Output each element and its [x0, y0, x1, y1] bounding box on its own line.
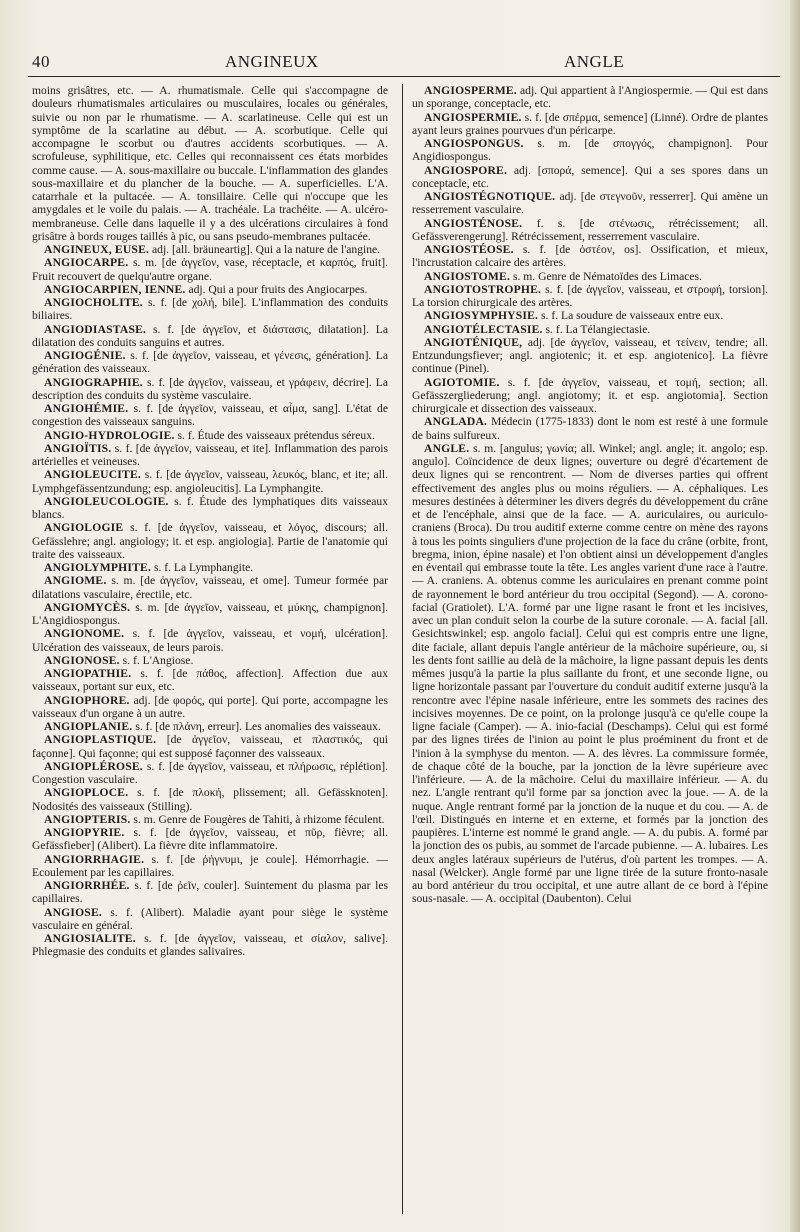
column-divider — [402, 84, 403, 1214]
dictionary-entry — [32, 853, 388, 880]
entry-definition: adj. [de στεγνοῦν, resserrer]. Qui amène un resserrement vasculaire. — [412, 190, 768, 217]
dictionary-entry — [412, 415, 768, 442]
dictionary-entry — [32, 813, 388, 826]
entry-definition: s. f. [de ἀγγεῖον, vaisseau, et αἷμα, sang]. L'état de congestion des vaisseaux sanguins. — [32, 402, 389, 429]
dictionary-entry — [412, 283, 768, 310]
entry-definition: s. f. La Télangiectasie. — [545, 322, 651, 336]
entry-definition: adj. Qui appartient à l'Angiospermie. — Qui est dans un sporange, conceptacle, etc. — [412, 84, 768, 111]
entry-headword: ANGIOTOSTROPHE. — [424, 282, 542, 296]
entry-headword: ANGIONOME. — [44, 627, 125, 641]
entry-definition: s. f. Étude des vaisseaux prétendus séreux. — [177, 428, 375, 442]
entry-definition: s. f. [de ῥήγνυμι, je coule]. Hémorrhagie. — Ecoulement par les capillaires. — [32, 852, 388, 879]
dictionary-entry — [32, 323, 388, 350]
entry-headword: ANGIOSIALITE. — [44, 932, 136, 945]
entry-headword: ANGIOSPORE. — [424, 163, 508, 177]
entry-definition: s. f. [de ἀγγεῖον, et διάστασις, dilatation]. La dilatation des conduits sanguins et autres. — [32, 322, 388, 349]
dictionary-entry — [32, 402, 388, 429]
entry-definition: s. f. [de ῥεῖν, couler]. Suintement du plasma par les capillaires. — [32, 879, 388, 906]
entry-headword: ANGIOPLÉROSE. — [44, 759, 143, 773]
dictionary-entry — [32, 654, 388, 667]
dictionary-entry — [412, 84, 768, 111]
entry-definition: Médecin (1775-1833) dont le nom est resté à une formule de bains sulfureux. — [412, 415, 769, 442]
entry-definition: s. f. Étude des lymphatiques dits vaisseaux blancs. — [32, 494, 388, 521]
entry-definition: s. f. [de ἀγγεῖον, vaisseau, et πλήρωσις, réplétion]. Congestion vasculaire. — [32, 759, 388, 786]
dictionary-entry — [32, 906, 388, 933]
dictionary-entry — [32, 429, 388, 442]
dictionary-entry — [32, 574, 388, 601]
entry-headword: ANGINEUX, EUSE. — [44, 243, 150, 256]
entry-headword: ANGIOÏTIS. — [44, 441, 112, 455]
dictionary-entry — [32, 349, 388, 376]
entry-headword: ANGLE. — [424, 441, 470, 455]
dictionary-entry — [32, 786, 388, 813]
dictionary-entry — [32, 495, 388, 522]
dictionary-entry — [32, 627, 388, 654]
dictionary-entry — [412, 190, 768, 217]
entry-definition: adj. Qui a pour fruits des Angiocarpes. — [188, 282, 368, 296]
entry-headword: ANGIOSE. — [44, 905, 102, 919]
entry-definition: s. f. [de πλοκή, plissement; all. Gefässknoten]. Nodosités des vaisseaux (Stilling). — [32, 786, 388, 813]
running-header — [0, 52, 800, 78]
header-rule — [28, 76, 780, 77]
dictionary-entry — [32, 932, 388, 959]
entry-headword: ANGIOLEUCOLOGIE. — [44, 494, 169, 508]
dictionary-entry — [32, 243, 388, 256]
entry-definition: s. f. [de σπέρμα, semence] (Linné). Ordre de plantes ayant leurs graines pourvues d'un péricarpe. — [412, 110, 769, 137]
entry-definition: s. f. [de ἀγγεῖον, vaisseau, λευκός, blanc, et ite; all. Lymphgefässentzundung; esp. angioleucitis]. La Lymphangite. — [32, 468, 388, 495]
dictionary-entry — [32, 561, 388, 574]
entry-headword: ANGIOMYCÈS. — [44, 600, 131, 614]
dictionary-entry — [412, 243, 768, 270]
entry-definition: moins grisâtres, etc. — A. rhumatismale. Celle qui s'accompagne de douleurs rhumatismales articulaires ou musculaires, locales ou générales, suivie ou non par le rhumatisme. — A. scarlatineuse. Celle qui est un symptôme de la scarlatine au début. — A. scorbutique. Celle qui accompagne le scorbut ou d'autres accidents scorbutiques. — A. scrofuleuse, syphilitique, etc. Celles qui reconnaissent ces états morbides comme cause. — A. sous-maxillaire ou buccale. L'inflammation des glandes sous-maxillaire et du plancher de la bouche. — A. superficielles. L'A. catarrhale et la pultacée. — A. tonsillaire. Celle qui n'occupe que les amygdales et le voile du palais. — A. trachéale. La trachéite. — A. ulcéro-membraneuse. Celle dans laquelle il y a des ulcérations circulaires à fond grisâtre à bords rouges taillés à pic, ou sans pseudo-membranes pultacée. — [32, 84, 388, 243]
entry-headword: ANGIOCARPIEN, IENNE. — [44, 282, 186, 296]
entry-definition: s. f. [de ἀγγεῖον, vaisseau, et πῦρ, fièvre; all. Gefässfieber] (Alibert). La fièvre dite inflammatoire. — [32, 826, 388, 853]
dictionary-entry — [32, 521, 388, 561]
entry-definition: adj. [de φορός, qui porte]. Qui porte, accompagne les vaisseaux d'un organe à un autre. — [32, 693, 389, 720]
entry-definition: s. m. Genre de Nématoïdes des Limaces. — [512, 269, 702, 283]
entry-headword: ANGIOPTERIS. — [44, 812, 131, 826]
entry-headword: AGIOTOMIE. — [424, 375, 500, 389]
entry-headword: ANGIOLEUCITE. — [44, 468, 141, 482]
entry-headword: ANGIOTÉNIQUE, — [424, 335, 523, 349]
entry-definition: s. f. La soudure de vaisseaux entre eux. — [541, 309, 724, 323]
entry-headword: ANGIOLOGIE — [44, 521, 124, 535]
dictionary-entry — [412, 309, 768, 322]
entry-definition: s. f. [de ἀγγεῖον, vaisseau, et γράφειν, décrire]. La description des conduits du système vasculaire. — [32, 375, 388, 402]
entry-definition: s. f. [de πλάνη, erreur]. Les anomalies des vaisseaux. — [135, 720, 381, 733]
entry-headword: ANGIOGÉNIE. — [44, 349, 126, 362]
entry-headword: ANGIONOSE. — [44, 653, 120, 667]
entry-definition: s. f. [de ἀγγεῖον, vaisseau, et σίαλον, salive]. Phlegmasie des conduits et glandes salivaires. — [32, 932, 389, 959]
entry-definition: s. f. [de ἀγγεῖον, vaisseau, et νομή, ulcération]. Ulcération des vaisseaux, de leurs parois. — [32, 627, 388, 654]
entry-definition: s. m. [de ἀγγεῖον, vaisseau, et μύκης, champignon]. L'Angidiospongus. — [32, 600, 388, 627]
entry-headword: ANGIO-HYDROLOGIE. — [44, 428, 175, 442]
entry-headword: ANGIOSTOME. — [424, 269, 511, 283]
entry-headword: ANGIOSPERMIE. — [424, 110, 522, 124]
entry-definition: adj. [de ἀγγεῖον, vaisseau, et τείνειν, tendre; all. Entzundungsfiever; angl. angiotenic; it. et esp. angiotenico]. La fièvre continue (Pinel). — [412, 335, 768, 376]
entry-headword: ANGIORRHÉE. — [44, 879, 130, 892]
entry-headword: ANGIOSPERME. — [424, 84, 517, 97]
entry-headword: ANGIOPATHIE. — [44, 667, 132, 680]
page-edge — [790, 0, 800, 1232]
dictionary-entry — [32, 283, 388, 296]
entry-definition: s. m. [de ἀγγεῖον, vaisseau, et ome]. Tumeur formée par dilatations vasculaire, érectile, etc. — [32, 574, 388, 601]
entry-headword: ANGLADA. — [424, 415, 488, 429]
right-running-head: ANGLE — [564, 52, 625, 71]
dictionary-entry — [32, 296, 388, 323]
entry-headword: ANGIOCHOLITE. — [44, 296, 143, 309]
dictionary-entry — [32, 879, 388, 906]
entry-headword: ANGIOPLANIE. — [44, 720, 133, 733]
dictionary-entry — [412, 323, 768, 336]
dictionary-entry — [32, 826, 388, 853]
entry-definition: s. m. Genre de Fougères de Tahiti, à rhizome féculent. — [133, 812, 385, 826]
page-number: 40 — [32, 52, 50, 71]
entry-definition: s. f. La Lymphangite. — [153, 561, 254, 574]
dictionary-entry — [412, 442, 768, 906]
dictionary-entry — [412, 270, 768, 283]
entry-definition: s. m. [angulus; γωνία; all. Winkel; angl. angle; it. angolo; esp. angulo]. Coïncidence de deux lignes; ouverture ou degré d'écartement de deux lignes qui se rencontrent. — Nom de diverses parties qui offrent effectivement des angles plus ou moins réguliers. — A. céphaliques. Les mesures destinées à déterminer les divers degrés du développement du crâne et de l'encéphale, ainsi que de la face. — A. auriculaires, ou auriculo-craniens (Broca). Du trou auditif externe comme centre on mène des rayons à tous les points singuliers d'une projection de la face du crâne (orbite, front, bregma, inion, épine nasale) et l'on obtient ainsi un développement d'angles en éventail qui embrasse toute la tête. Les angles varient d'une race à l'autre. — A. craniens. A. obtenus comme les auriculaires en prenant comme point de rayonnement le bord antérieur du trou occipital (Segond). — A. corono-facial (Gratiolet). L'A. formé par une ligne rasant le front et les incisives, avec un plan conduit selon la courbe de la suture coronale. — A. facial [all. Gesichtswinkel; esp. angolo facial]. Celui qui est compris entre une ligne, dite faciale, allant depuis l'angle antérieur de la mâchoire supérieure, ou, si les dents font saillie au delà de la mâchoire, la ligne passant depuis les dents mêmes jusqu'à la partie la plus saillante du front, et une seconde ligne, ou ligne horizontale passant par l'ouverture du conduit auditif externe jusqu'à la rencontre avec l'épine nasale inférieure, entre les sommets des racines des incisives moyennes. De ce point, on la prolonge jusqu'à ce qu'elle coupe la ligne faciale (Camper). — A. inio-facial (Deschamps). Celui qui est formé par des lignes tirées de l'inion au point le plus proéminent du front et de l'inion à la symphyse du menton. — A. des lèvres. La commissure formée, de chaque côté de la bouche, par la jonction de la lèvre supérieure avec l'inférieure. — A. de la mâchoire. Celui du maxillaire inférieur. — A. du nez. L'angle rentrant qu'il forme par sa jonction avec la joue. — A. de la nuque. Angle rentrant formé par la jonction de la nuque et du cou. — A. de l'œil. Distingués en interne et en externe, et formés par la jonction des paupières. L'interne est nommé le grand angle. — A. du pubis. A. formé par la jonction des os pubis, au sommet de l'arcade pubienne. — A. lubaires. Les deux angles latéraux supérieurs de l'utérus, d'où partent les trompes. — A. nasal (Welcker). Angle formé par une ligne tirée de la suture fronto-nasale au bord antérieur du trou occipital, et une autre allant de ce bord à l'épine sous-nasale. — A. occipital (Daubenton). Celui — [412, 441, 768, 906]
left-column — [32, 84, 388, 959]
entry-definition: s. f. [de ἀγγεῖον, vaisseau, et στροφή, torsion]. La torsion chirurgicale des artères. — [412, 282, 768, 309]
entry-headword: ANGIOCARPE. — [44, 256, 129, 270]
dictionary-entry — [32, 667, 388, 694]
dictionary-entry — [412, 217, 768, 244]
entry-definition: s. f. [de ὀστέον, os]. Ossification, et mieux, l'incrustation calcaire des artères. — [412, 243, 768, 270]
entry-headword: ANGIOSTÉNOSE. — [424, 216, 523, 230]
entry-headword: ANGIOME. — [44, 574, 107, 588]
entry-headword: ANGIORRHAGIE. — [44, 852, 145, 866]
entry-headword: ANGIODIASTASE. — [44, 322, 147, 336]
entry-definition: s. f. [de ἀγγεῖον, vaisseau, et λόγος, discours; all. Gefässlehre; angl. angiology; it. et esp. angiologia]. Partie de l'anatomie qui traite des vaisseaux. — [32, 521, 388, 561]
entry-definition: s. f. [de ἀγγεῖον, vaisseau, et τομή, section; all. Gefässzergliederung; angl. angiotomy; it. et esp. angiotomia]. Section chirurgicale et dissection des vaisseaux. — [412, 375, 768, 415]
entry-headword: ANGIOSPONGUS. — [424, 137, 524, 150]
entry-headword: ANGIOSTÉGNOTIQUE. — [424, 190, 556, 203]
entry-headword: ANGIOPHORE. — [44, 693, 130, 707]
dictionary-entry — [32, 760, 388, 787]
dictionary-entry — [32, 442, 388, 469]
dictionary-entry — [412, 336, 768, 376]
dictionary-entry — [32, 733, 388, 760]
dictionary-entry — [32, 694, 388, 721]
entry-definition: s. f. [de ἀγγεῖον, vaisseau, et ite]. Inflammation des parois artérielles et veineuses. — [32, 441, 389, 468]
entry-definition: f. s. [de στένωσις, rétrécissement; all. Gefässverengerung]. Rétrécissement, resserrement vasculaire. — [412, 216, 768, 243]
entry-headword: ANGIOGRAPHIE. — [44, 375, 143, 389]
left-running-head: ANGINEUX — [225, 52, 319, 71]
dictionary-entry — [32, 601, 388, 628]
right-column — [412, 84, 768, 906]
dictionary-entry — [412, 137, 768, 164]
entry-headword: ANGIOPLOCE. — [44, 786, 129, 800]
dictionary-entry — [32, 84, 388, 243]
dictionary-entry — [412, 111, 768, 138]
entry-definition: s. f. (Alibert). Maladie ayant pour siège le système vasculaire en général. — [32, 905, 388, 932]
entry-definition: [de ἀγγεῖον, vaisseau, et πλαστικός, qui façonne]. Qui façonne; qui est supposé façonner des vaisseaux. — [32, 733, 388, 760]
entry-definition: adj. [all. bräuneartig]. Qui a la nature de l'angine. — [152, 243, 381, 256]
entry-headword: ANGIOPYRIE. — [44, 826, 125, 839]
entry-definition: s. m. [de σπογγός, champignon]. Pour Angidiospongus. — [412, 137, 769, 164]
entry-headword: ANGIOSYMPHYSIE. — [424, 309, 539, 323]
dictionary-entry — [32, 376, 388, 403]
entry-headword: ANGIOSTÉOSE. — [424, 243, 514, 256]
dictionary-entry — [32, 720, 388, 733]
dictionary-entry — [32, 468, 388, 495]
entry-definition: s. f. [de ἀγγεῖον, vaisseau, et γένεσις, génération]. La génération des vaisseaux. — [32, 349, 388, 376]
entry-headword: ANGIOPLASTIQUE. — [44, 733, 157, 747]
entry-definition: s. m. [de ἀγγεῖον, vase, réceptacle, et καρπός, fruit]. Fruit recouvert de quelqu'autre organe. — [32, 256, 388, 283]
dictionary-entry — [412, 376, 768, 416]
entry-headword: ANGIOHÉMIE. — [44, 402, 129, 415]
entry-headword: ANGIOLYMPHITE. — [44, 561, 152, 574]
entry-definition: adj. [σπορά, semence]. Qui a ses spores dans un conceptacle, etc. — [412, 163, 768, 190]
entry-definition: s. f. [de χολή, bile]. L'inflammation des conduits biliaires. — [32, 296, 389, 323]
entry-definition: s. f. [de πάθος, affection]. Affection due aux vaisseaux, portant sur eux, etc. — [32, 667, 388, 694]
entry-headword: ANGIOTÉLECTASIE. — [424, 322, 543, 336]
dictionary-entry — [412, 164, 768, 191]
entry-definition: s. f. L'Angiose. — [122, 653, 194, 667]
dictionary-entry — [32, 256, 388, 283]
